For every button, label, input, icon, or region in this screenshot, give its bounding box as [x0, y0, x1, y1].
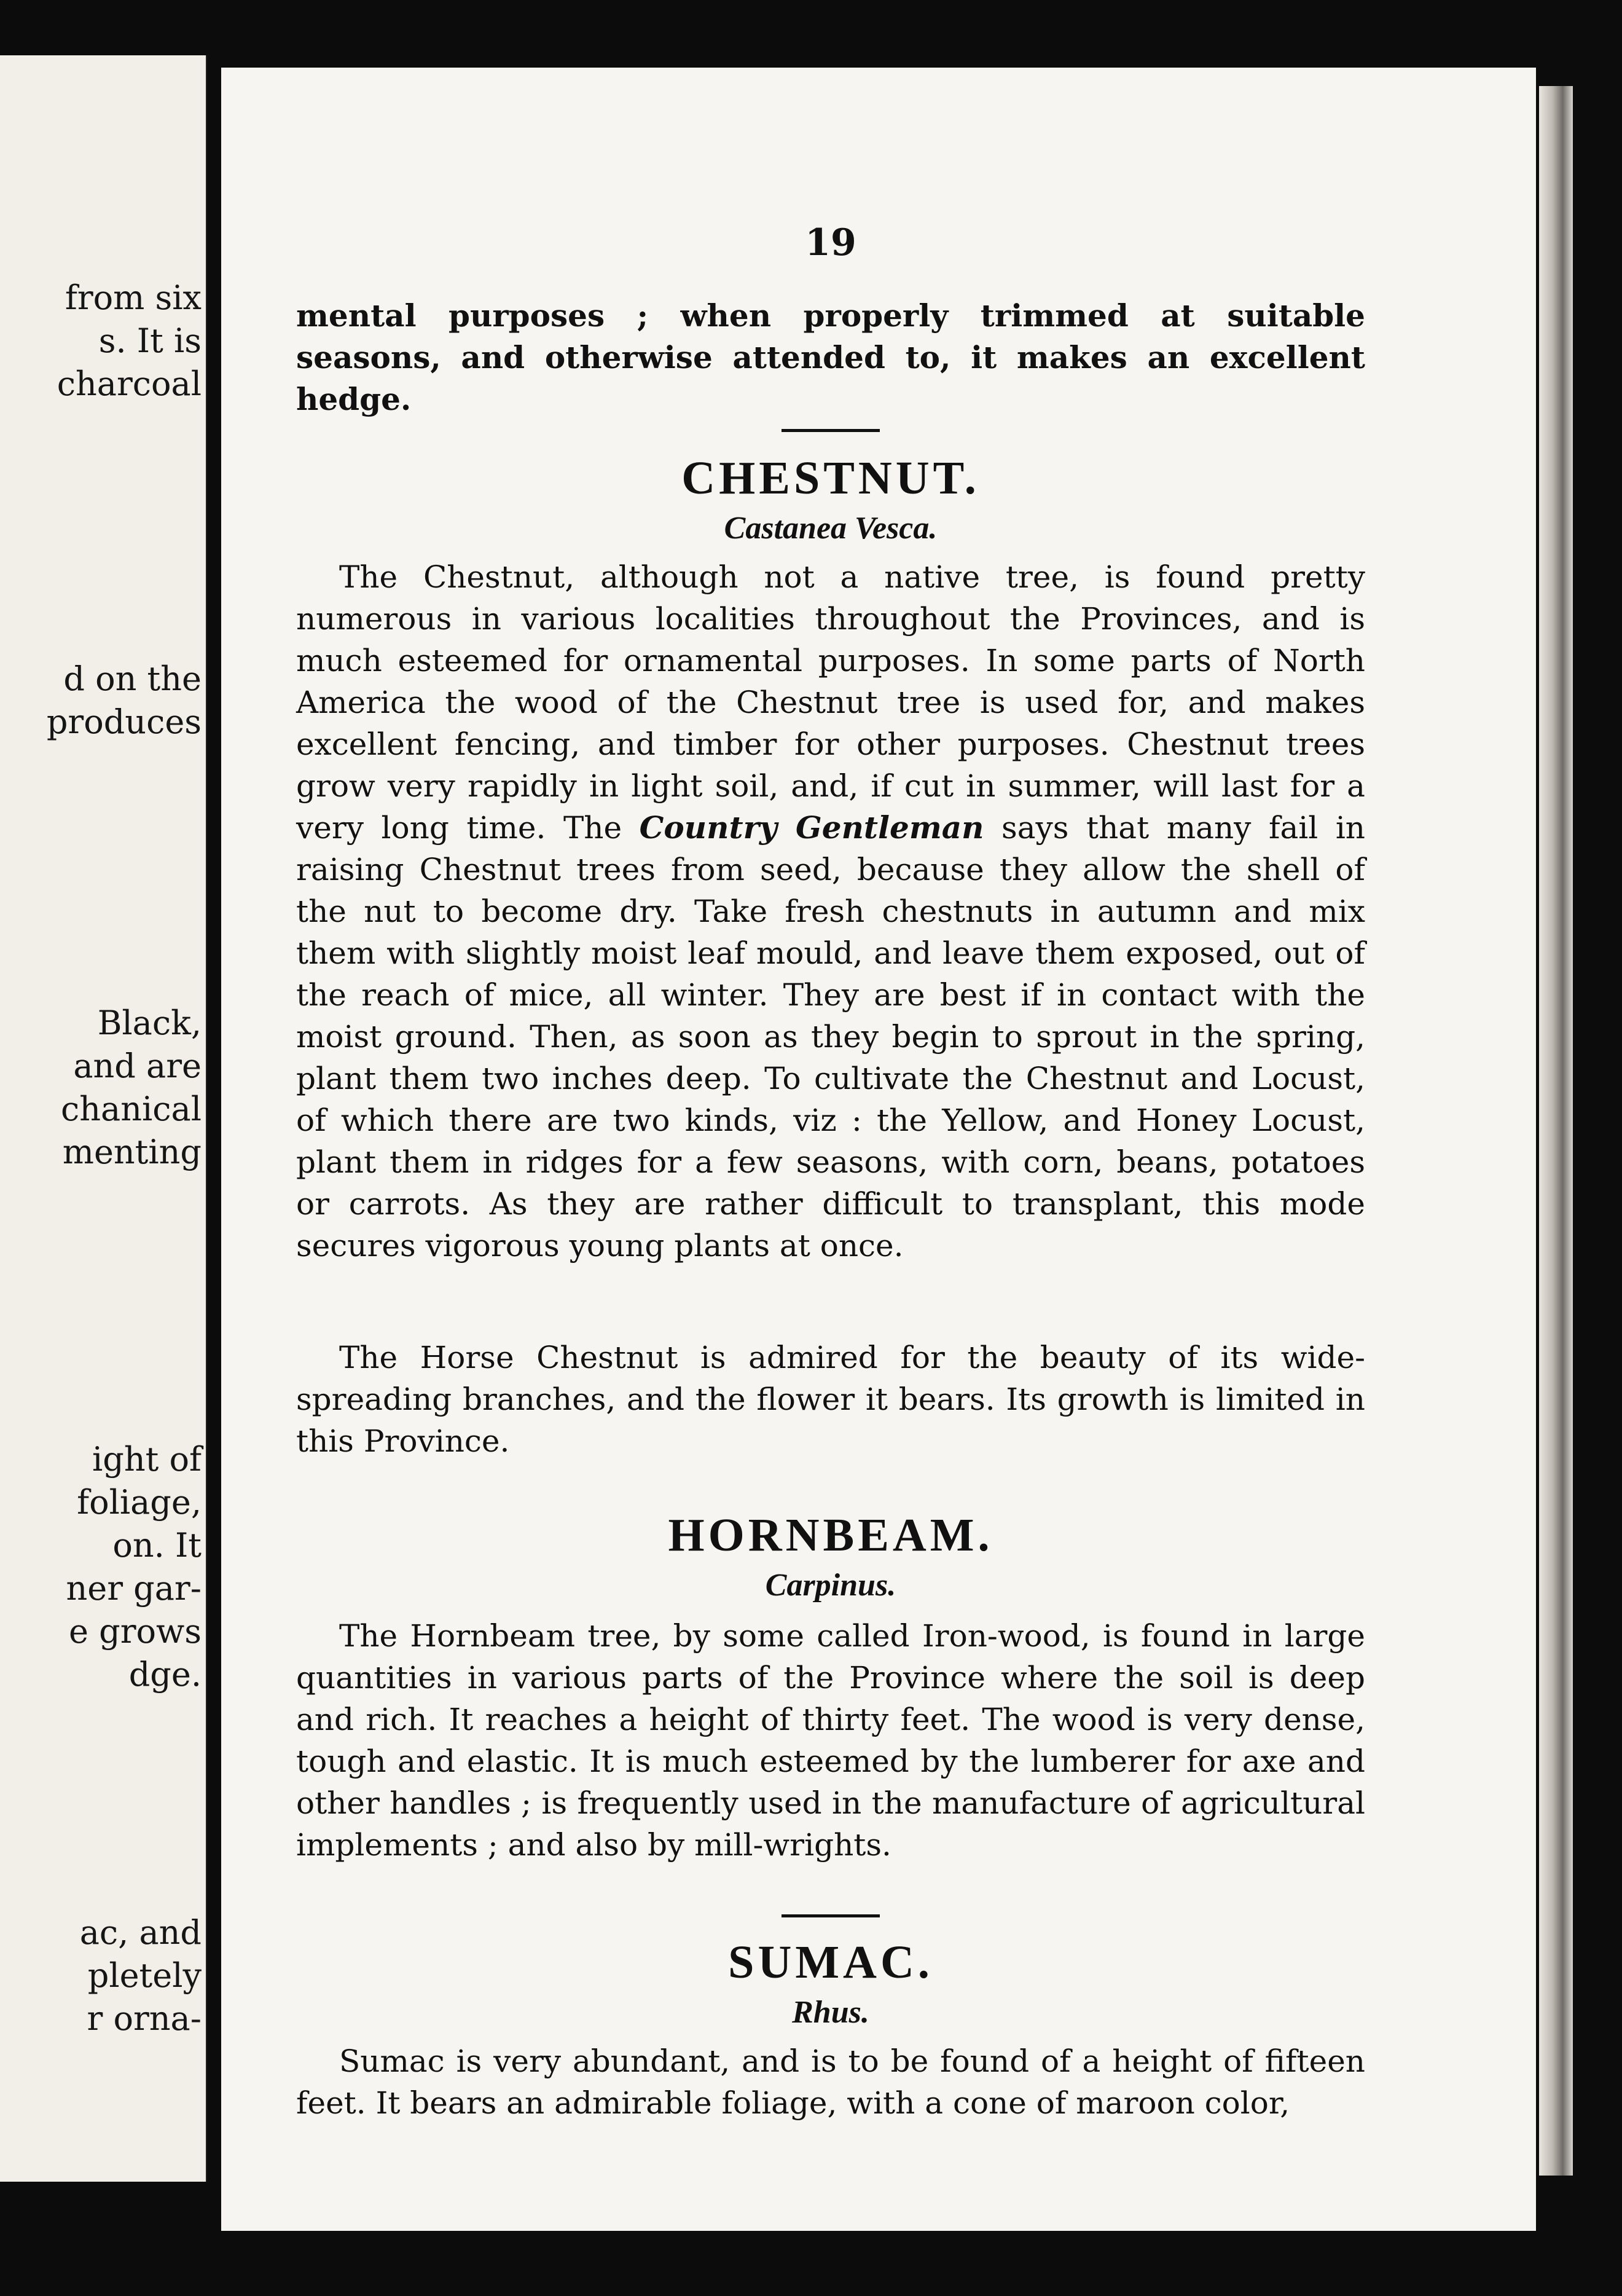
sumac-heading: SUMAC. [728, 1936, 933, 1988]
facing-page-line: Black, [97, 1004, 202, 1042]
facing-page-line: e grows [69, 1612, 202, 1651]
intro-paragraph: mental purposes ; when properly trimmed at suitable seasons, and otherwise attended to, it makes an excellent hedge. [296, 297, 1365, 417]
hornbeam-latin-name: Carpinus. [765, 1568, 896, 1603]
facing-page-line: foliage, [77, 1483, 202, 1522]
sumac-paragraph: Sumac is very abundant, and is to be found of a height of fifteen feet. It bears an admirable foliage, with a cone of maroon color, [296, 2043, 1365, 2121]
facing-page-line: ac, and [79, 1913, 202, 1952]
facing-page-line: r orna- [87, 1999, 202, 2038]
facing-page-line: menting [62, 1133, 202, 1171]
section-divider [782, 1914, 880, 1917]
publication-title: Country Gentleman [639, 809, 984, 846]
facing-page-line: d on the [63, 659, 202, 698]
hornbeam-paragraph: The Hornbeam tree, by some called Iron-wood, is found in large quantities in various parts of the Province where the soil is deep and rich. It reaches a height of thirty feet. The wood is very dense, tough and elastic. It is much esteemed by the lumberer for axe and other handles ; is frequently used in the manufacture of agricultural implements ; and also by mill-wrights. [296, 1618, 1365, 1863]
page-number: 19 [805, 221, 856, 264]
facing-page-line: charcoal [57, 364, 202, 403]
facing-page-line: s. It is [98, 321, 202, 360]
facing-page-line: dge. [128, 1655, 202, 1694]
facing-page [0, 55, 207, 2182]
section-divider [782, 429, 880, 432]
facing-page-line: ight of [92, 1440, 202, 1479]
hornbeam-heading: HORNBEAM. [668, 1509, 993, 1561]
facing-page-line: and are [73, 1047, 202, 1085]
page-edge [1539, 86, 1573, 2176]
facing-page-line: from six [65, 278, 202, 317]
facing-page-line: chanical [61, 1090, 202, 1128]
horse-chestnut-paragraph: The Horse Chestnut is admired for the beauty of its wide-spreading branches, and the flower it bears. Its growth is limited in this Province. [296, 1340, 1365, 1459]
facing-page-line: produces [46, 702, 202, 741]
book-page [221, 68, 1536, 2231]
chestnut-paragraph [296, 556, 1365, 1267]
facing-page-line: ner gar- [66, 1569, 202, 1608]
facing-page-line: pletely [87, 1956, 202, 1995]
chestnut-text-end: says that many fail in raising Chestnut trees from seed, because they allow the shell of the nut to become dry. Take fresh chestnuts in autumn and mix them with slightly moist leaf mould, and leave them exposed, out of the reach of mice, all winter. They are best if in contact with the moist ground. Then, as soon as they begin to sprout in the spring, plant them two inches deep. To cultivate the Chestnut and Locust, of which there are two kinds, viz : the Yellow, and Honey Locust, plant them in ridges for a few seasons, with corn, beans, potatoes or carrots. As they are rather difficult to transplant, this mode secures vigorous young plants at once. [296, 810, 1366, 1264]
chestnut-heading: CHESTNUT. [681, 452, 980, 504]
sumac-latin-name: Rhus. [792, 1995, 869, 2030]
chestnut-text-start: The Chestnut, although not a native tree, is found pretty numerous in various localities throughout the Provinces, and is much esteemed for ornamental purposes. In some parts of North America the wood of the Chestnut tree is used for, and makes excellent fencing, and timber for other purposes. Chestnut trees grow very rapidly in light soil, and, if cut in summer, will last for a very long time. The [296, 559, 1365, 846]
facing-page-line: on. It [112, 1526, 202, 1565]
chestnut-latin-name: Castanea Vesca. [724, 511, 938, 546]
